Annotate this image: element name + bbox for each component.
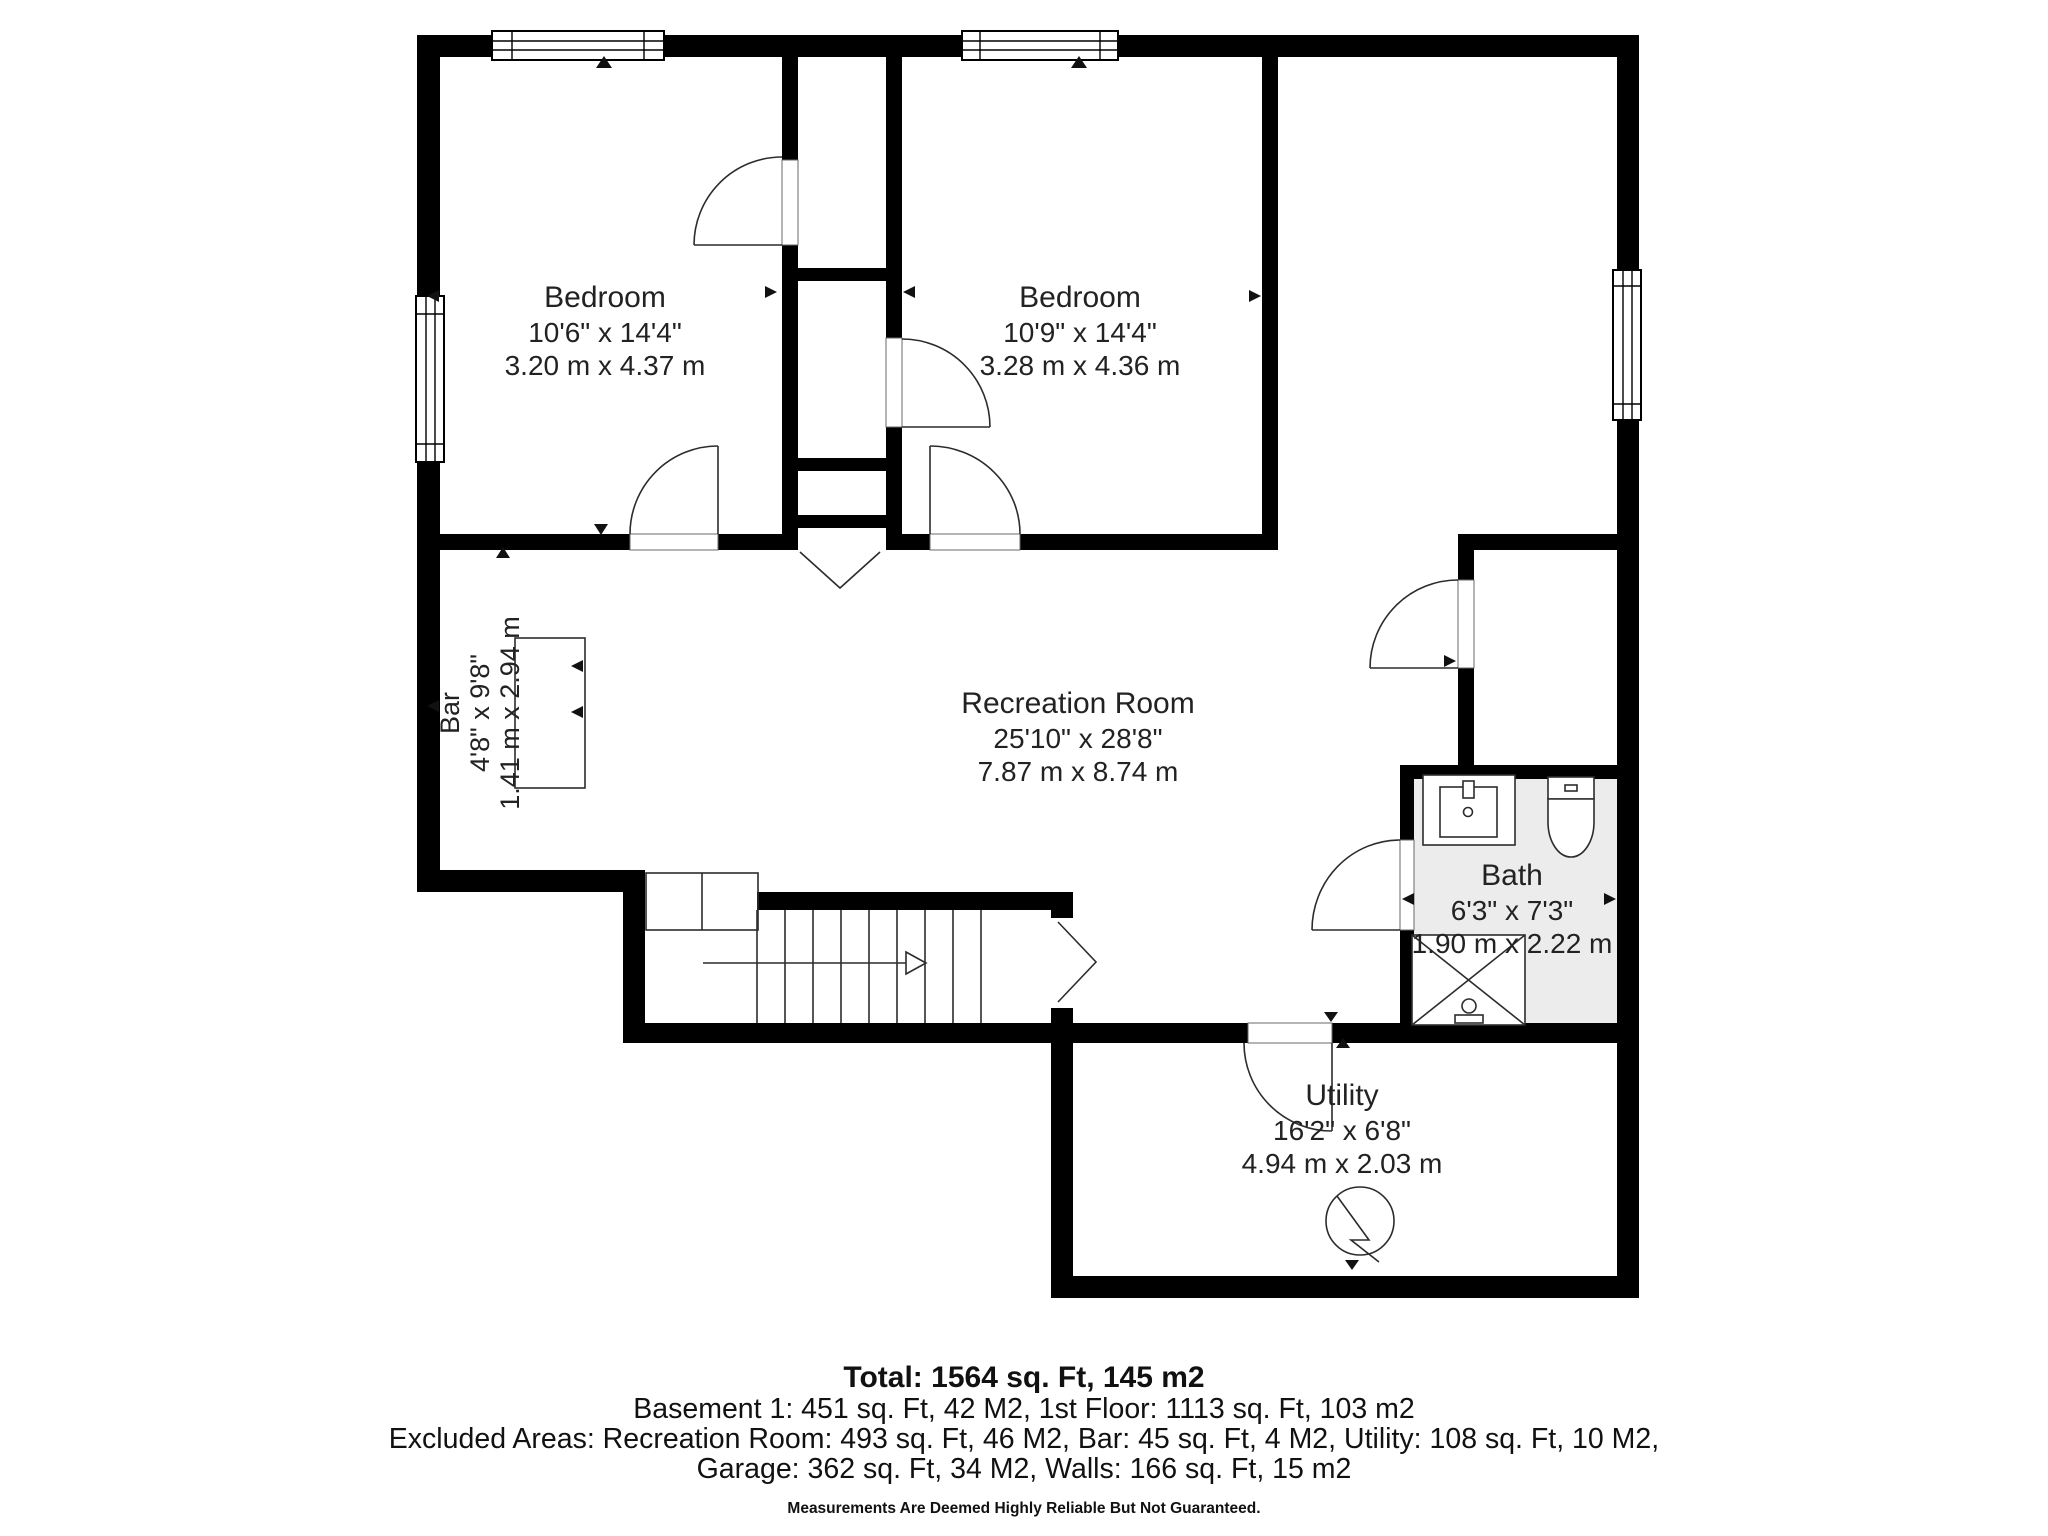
area-summary xyxy=(0,1362,2048,1518)
window-top-left xyxy=(492,31,664,60)
room-size-imperial: 10'6" x 14'4" xyxy=(528,317,682,348)
windows xyxy=(416,31,1641,462)
toilet-icon xyxy=(1548,777,1594,857)
door-storage-closet xyxy=(1370,580,1458,668)
electrical-panel-icon xyxy=(1326,1187,1394,1270)
door-bedroom1-entry xyxy=(630,446,718,534)
passage-chevron-closet xyxy=(800,552,880,588)
recreation-room-label xyxy=(868,686,1288,788)
bar-counter xyxy=(515,638,585,788)
summary-total: Total: 1564 sq. Ft, 145 m2 xyxy=(843,1361,1205,1394)
sink-icon xyxy=(1423,775,1515,845)
bar-label xyxy=(435,593,525,833)
summary-excluded-1: Excluded Areas: Recreation Room: 493 sq. Ft, 46 M2, Bar: 45 sq. Ft, 4 M2, Utility: 108 sq. Ft, 10 M2, xyxy=(388,1423,1660,1455)
room-name: Bar xyxy=(435,691,465,735)
room-size-imperial: 16'2" x 6'8" xyxy=(1273,1115,1411,1146)
room-size-metric: 1.90 m x 2.22 m xyxy=(1411,928,1613,959)
summary-floors: Basement 1: 451 sq. Ft, 42 M2, 1st Floor: 1113 sq. Ft, 103 m2 xyxy=(633,1393,1415,1425)
bedroom2-label xyxy=(910,280,1250,382)
bedroom1-label xyxy=(435,280,775,382)
room-size-metric: 1.41 m x 2.94 m xyxy=(495,616,525,810)
summary-excluded-2: Garage: 362 sq. Ft, 34 M2, Walls: 166 sq. Ft, 15 m2 xyxy=(696,1453,1352,1485)
room-name: Bedroom xyxy=(544,281,666,314)
room-size-imperial: 4'8" x 9'8" xyxy=(465,653,495,773)
room-size-metric: 3.28 m x 4.36 m xyxy=(979,350,1181,381)
room-name: Utility xyxy=(1305,1079,1379,1112)
bath-label xyxy=(1372,858,1652,960)
door-closet-to-bedroom1 xyxy=(694,157,782,245)
room-name: Bath xyxy=(1481,859,1543,892)
utility-label xyxy=(1182,1078,1502,1180)
room-size-imperial: 10'9" x 14'4" xyxy=(1003,317,1157,348)
door-bedroom2-entry xyxy=(930,446,1020,534)
room-size-metric: 3.20 m x 4.37 m xyxy=(504,350,706,381)
room-name: Recreation Room xyxy=(961,687,1195,720)
room-size-imperial: 6'3" x 7'3" xyxy=(1450,895,1574,926)
room-size-metric: 7.87 m x 8.74 m xyxy=(977,756,1179,787)
window-top-right xyxy=(962,31,1118,60)
stairs-direction-arrow-icon xyxy=(703,952,926,974)
room-size-imperial: 25'10" x 28'8" xyxy=(993,723,1163,754)
room-size-metric: 4.94 m x 2.03 m xyxy=(1241,1148,1443,1179)
room-name: Bedroom xyxy=(1019,281,1141,314)
window-right xyxy=(1613,270,1641,420)
summary-disclaimer: Measurements Are Deemed Highly Reliable But Not Guaranteed. xyxy=(787,1500,1261,1517)
